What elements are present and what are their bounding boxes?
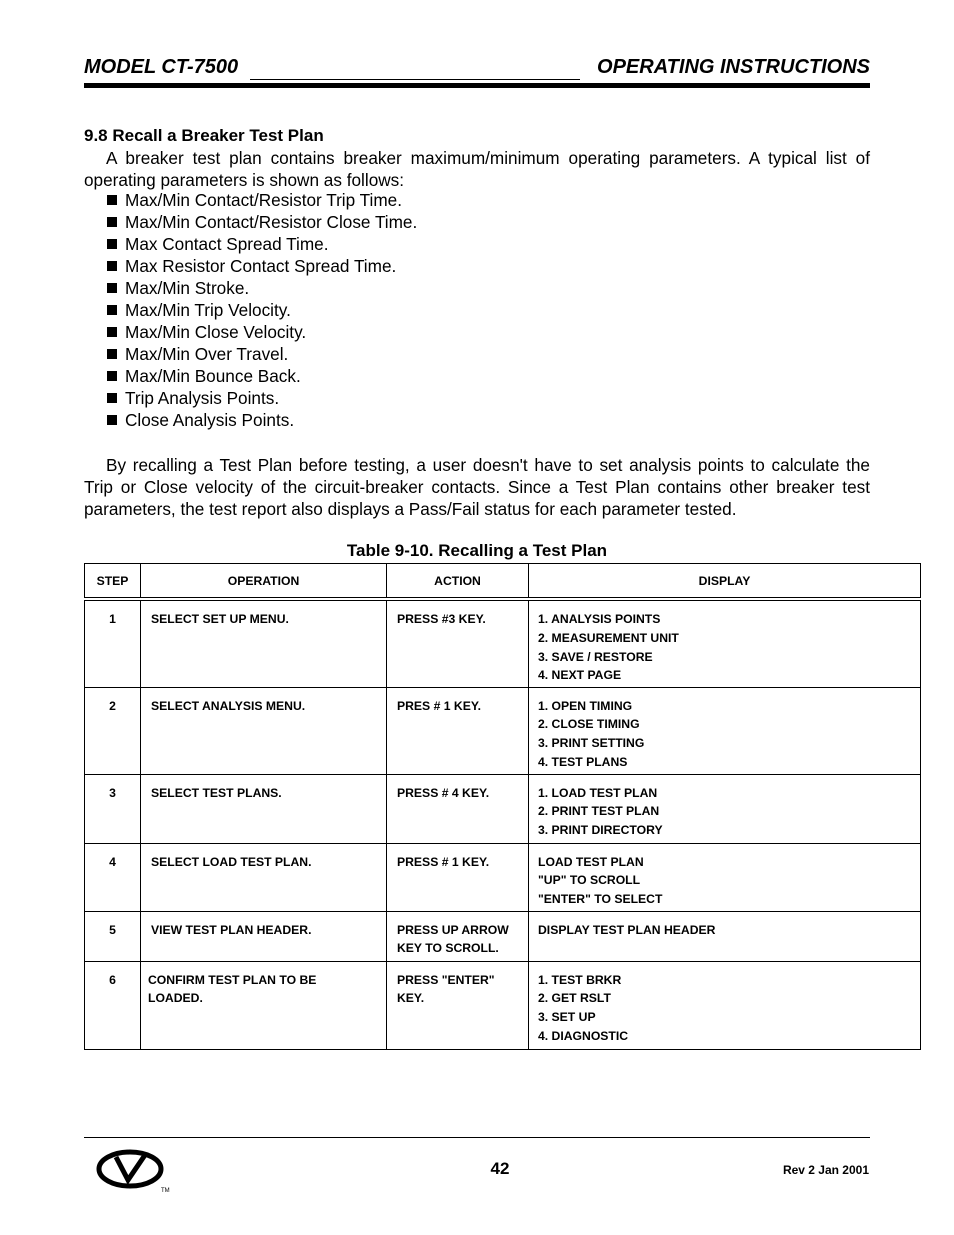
action-cell: PRESS "ENTER" KEY. (387, 961, 529, 1049)
display-cell: DISPLAY TEST PLAN HEADER (529, 911, 921, 961)
model-title: MODEL CT-7500 (84, 56, 239, 78)
square-bullet-icon (107, 239, 117, 249)
table-row (85, 687, 921, 774)
footer-rule (84, 1137, 870, 1138)
operation-cell: CONFIRM TEST PLAN TO BE LOADED. (141, 961, 387, 1049)
square-bullet-icon (107, 349, 117, 359)
list-item: Max/Min Contact/Resistor Close Time. (107, 211, 417, 233)
recall-paragraph (84, 454, 870, 520)
page-header (84, 56, 870, 80)
column-header-display: DISPLAY (529, 564, 921, 600)
square-bullet-icon (107, 217, 117, 227)
display-cell: LOAD TEST PLAN "UP" TO SCROLL "ENTER" TO SELECT (529, 843, 921, 911)
list-item: Max/Min Trip Velocity. (107, 299, 417, 321)
display-cell: 1. LOAD TEST PLAN 2. PRINT TEST PLAN 3. PRINT DIRECTORY (529, 774, 921, 843)
recall-test-plan-table (84, 563, 921, 1050)
page-number: 42 (490, 1159, 510, 1178)
square-bullet-icon (107, 305, 117, 315)
svg-text:TM: TM (161, 1188, 170, 1194)
list-item: Max Resistor Contact Spread Time. (107, 255, 417, 277)
step-number: 5 (85, 911, 141, 961)
square-bullet-icon (107, 327, 117, 337)
table-row (85, 961, 921, 1049)
column-header-step: STEP (85, 564, 141, 600)
step-number: 4 (85, 843, 141, 911)
list-item: Max/Min Stroke. (107, 277, 417, 299)
column-header-action: ACTION (387, 564, 529, 600)
action-cell: PRESS #3 KEY. (387, 599, 529, 687)
action-cell: PRESS # 1 KEY. (387, 843, 529, 911)
step-number: 1 (85, 599, 141, 687)
square-bullet-icon (107, 195, 117, 205)
list-item: Close Analysis Points. (107, 409, 417, 431)
section-heading: 9.8 Recall a Breaker Test Plan (84, 126, 324, 145)
list-item: Max/Min Over Travel. (107, 343, 417, 365)
square-bullet-icon (107, 371, 117, 381)
table-row (85, 843, 921, 911)
square-bullet-icon (107, 283, 117, 293)
operation-cell: SELECT TEST PLANS. (141, 774, 387, 843)
parameter-list (107, 189, 417, 431)
square-bullet-icon (107, 261, 117, 271)
display-cell: 1. TEST BRKR 2. GET RSLT 3. SET UP 4. DIAGNOSTIC (529, 961, 921, 1049)
intro-text: A breaker test plan contains breaker maximum/minimum operating parameters. A typical list of operating parameters is shown as follows: (84, 148, 870, 190)
company-logo-icon (96, 1149, 172, 1194)
action-cell: PRESS UP ARROW KEY TO SCROLL. (387, 911, 529, 961)
list-item: Max Contact Spread Time. (107, 233, 417, 255)
table-title: Table 9-10. Recalling a Test Plan (346, 541, 608, 560)
operation-cell: SELECT SET UP MENU. (141, 599, 387, 687)
table-row (85, 911, 921, 961)
step-number: 3 (85, 774, 141, 843)
square-bullet-icon (107, 415, 117, 425)
header-rule-thick (84, 83, 870, 88)
recall-text: By recalling a Test Plan before testing, a user doesn't have to set analysis points to calculate the Trip or Close velocity of the circuit-breaker contacts. Since a Test Plan contains other breaker test parameters, the test report also displays a Pass/Fail status for each parameter tested. (84, 455, 870, 519)
table-row (85, 774, 921, 843)
table-row (85, 599, 921, 687)
operation-cell: SELECT ANALYSIS MENU. (141, 687, 387, 774)
revision-label: Rev 2 Jan 2001 (782, 1163, 869, 1177)
display-cell: 1. OPEN TIMING 2. CLOSE TIMING 3. PRINT SETTING 4. TEST PLANS (529, 687, 921, 774)
square-bullet-icon (107, 393, 117, 403)
table-header-row (85, 564, 921, 600)
list-item: Trip Analysis Points. (107, 387, 417, 409)
action-cell: PRES # 1 KEY. (387, 687, 529, 774)
operation-cell: SELECT LOAD TEST PLAN. (141, 843, 387, 911)
list-item: Max/Min Contact/Resistor Trip Time. (107, 189, 417, 211)
header-rule-thin (250, 79, 580, 80)
step-number: 6 (85, 961, 141, 1049)
step-number: 2 (85, 687, 141, 774)
intro-paragraph (84, 147, 870, 191)
list-item: Max/Min Bounce Back. (107, 365, 417, 387)
column-header-operation: OPERATION (141, 564, 387, 600)
section-title: OPERATING INSTRUCTIONS (597, 56, 870, 78)
operation-cell: VIEW TEST PLAN HEADER. (141, 911, 387, 961)
action-cell: PRESS # 4 KEY. (387, 774, 529, 843)
list-item: Max/Min Close Velocity. (107, 321, 417, 343)
display-cell: 1. ANALYSIS POINTS 2. MEASUREMENT UNIT 3. SAVE / RESTORE 4. NEXT PAGE (529, 599, 921, 687)
